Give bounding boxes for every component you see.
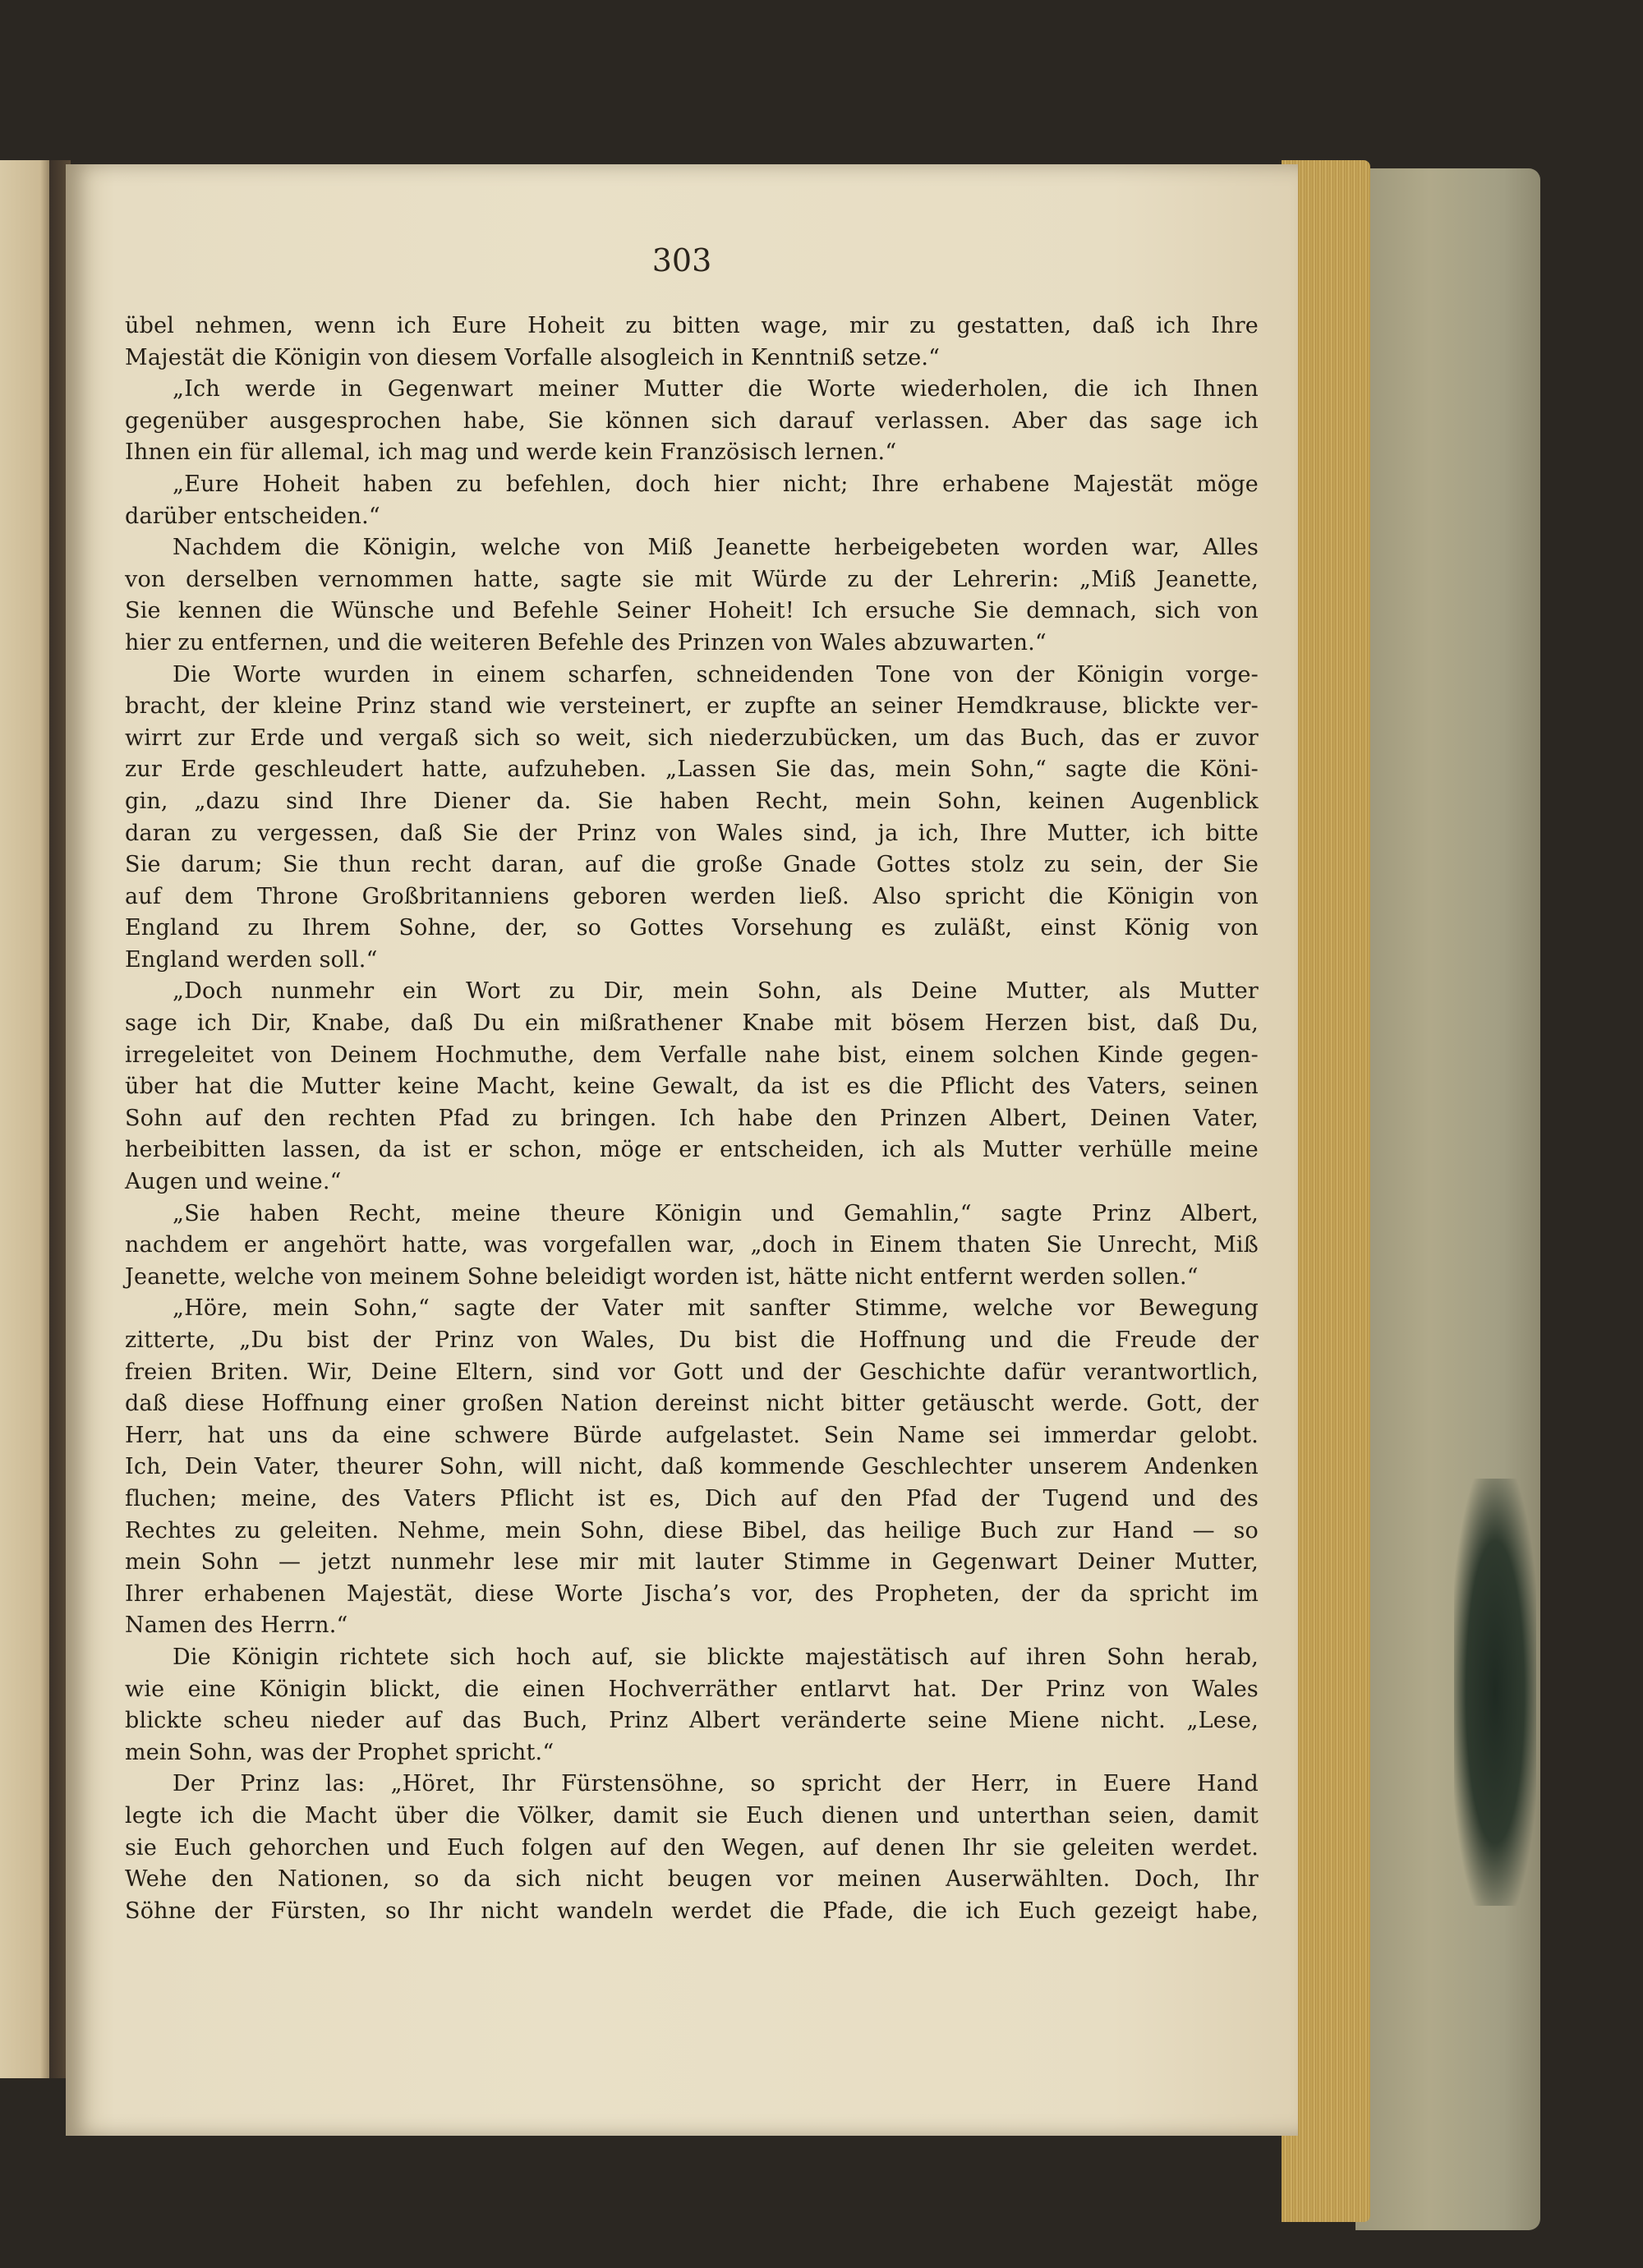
text-line: zur Erde geschleudert hatte, aufzuheben. „Lassen Sie das, mein Sohn,“ sagte die Köni- [125,757,1259,783]
text-line: sage ich Dir, Knabe, daß Du ein mißrathener Knabe mit bösem Herzen bist, daß Du, [125,1010,1259,1037]
text-line: England werden soll.“ [125,946,378,973]
text-line: gegenüber ausgesprochen habe, Sie können sich darauf verlassen. Aber das sage ich [125,407,1259,434]
book-cover [1355,168,1540,2230]
text-line: Sohn auf den rechten Pfad zu bringen. Ich habe den Prinzen Albert, Deinen Vater, [125,1105,1259,1131]
text-line: Rechtes zu geleiten. Nehme, mein Sohn, diese Bibel, das heilige Buch zur Hand — so [125,1517,1259,1543]
text-line: blickte scheu nieder auf das Buch, Prinz Albert veränderte seine Miene nicht. „Lese, [125,1708,1259,1734]
page-number: 303 [651,242,712,278]
text-line: Herr, hat uns da eine schwere Bürde aufgelastet. Sein Name sei immerdar gelobt. [125,1422,1259,1448]
text-line: sie Euch gehorchen und Euch folgen auf den Wegen, auf denen Ihr sie geleiten werdet. [125,1834,1259,1861]
text-line: gin, „dazu sind Ihre Diener da. Sie haben Recht, mein Sohn, keinen Augenblick [125,788,1259,814]
cover-stain [1454,1479,1536,1906]
text-line: Ihrer erhabenen Majestät, diese Worte Jischa’s vor, des Propheten, der da spricht im [125,1580,1259,1607]
text-line: zitterte, „Du bist der Prinz von Wales, Du bist die Hoffnung und die Freude der [125,1327,1259,1353]
text-line: Ihnen ein für allemal, ich mag und werde kein Französisch lernen.“ [125,439,897,466]
text-line: mein Sohn, was der Prophet spricht.“ [125,1739,555,1765]
text-line: „Höre, mein Sohn,“ sagte der Vater mit sanfter Stimme, welche vor Bewegung [173,1295,1259,1322]
text-line: „Sie haben Recht, meine theure Königin und Gemahlin,“ sagte Prinz Albert, [173,1200,1259,1226]
page-text [125,311,1259,1927]
text-line: wie eine Königin blickt, die einen Hochverräther entlarvt hat. Der Prinz von Wales [125,1676,1259,1702]
text-line: daß diese Hoffnung einer großen Nation dereinst nicht bitter getäuscht werde. Gott, der [125,1391,1259,1417]
text-line: fluchen; meine, des Vaters Pflicht ist es, Dich auf den Pfad der Tugend und des [125,1485,1259,1511]
book-page [66,164,1298,2136]
text-line: Majestät die Königin von diesem Vorfalle alsogleich in Kenntniß setze.“ [125,344,941,370]
text-line: freien Briten. Wir, Deine Eltern, sind vor Gott und der Geschichte dafür verantwortlich, [125,1359,1259,1385]
text-line: hier zu entfernen, und die weiteren Befehle des Prinzen von Wales abzuwarten.“ [125,629,1047,656]
text-line: herbeibitten lassen, da ist er schon, möge er entscheiden, ich als Mutter verhülle meine [125,1137,1259,1163]
text-line: Wehe den Nationen, so da sich nicht beugen vor meinen Auserwählten. Doch, Ihr [125,1866,1259,1893]
text-line: England zu Ihrem Sohne, der, so Gottes Vorsehung es zuläßt, einst König von [125,915,1259,941]
text-line: von derselben vernommen hatte, sagte sie mit Würde zu der Lehrerin: „Miß Jeanette, [125,566,1259,592]
text-line: Namen des Herrn.“ [125,1612,348,1639]
text-line: wirrt zur Erde und vergaß sich so weit, sich niederzubücken, um das Buch, das er zuvor [125,725,1259,751]
text-line: bracht, der kleine Prinz stand wie versteinert, er zupfte an seiner Hemdkrause, blickte ver- [125,693,1259,720]
text-line: Augen und weine.“ [125,1169,342,1195]
text-line: Söhne der Fürsten, so Ihr nicht wandeln werdet die Pfade, die ich Euch gezeigt habe, [125,1898,1259,1924]
text-line: legte ich die Macht über die Völker, damit sie Euch dienen und unterthan seien, damit [125,1802,1259,1829]
text-line: übel nehmen, wenn ich Eure Hoheit zu bitten wage, mir zu gestatten, daß ich Ihre [125,313,1259,338]
text-line: „Eure Hoheit haben zu befehlen, doch hier nicht; Ihre erhabene Majestät möge [173,471,1259,497]
text-line: nachdem er angehört hatte, was vorgefallen war, „doch in Einem thaten Sie Unrecht, Miß [125,1232,1259,1258]
text-line: Sie kennen die Wünsche und Befehle Seiner Hoheit! Ich ersuche Sie demnach, sich von [125,598,1259,624]
text-line: Nachdem die Königin, welche von Miß Jeanette herbeigebeten worden war, Alles [173,535,1259,561]
text-line: „Ich werde in Gegenwart meiner Mutter die Worte wiederholen, die ich Ihnen [173,376,1259,403]
text-line: auf dem Throne Großbritanniens geboren werden ließ. Also spricht die Königin von [125,883,1259,909]
text-line: irregeleitet von Deinem Hochmuthe, dem Verfalle nahe bist, einem solchen Kinde gegen- [125,1042,1259,1068]
text-line: Sie darum; Sie thun recht daran, auf die große Gnade Gottes stolz zu sein, der Sie [125,852,1259,878]
text-line: mein Sohn — jetzt nunmehr lese mir mit lauter Stimme in Gegenwart Deiner Mutter, [125,1549,1259,1576]
text-line: Ich, Dein Vater, theurer Sohn, will nicht, daß kommende Geschlechter unserem Andenken [125,1454,1259,1480]
text-line: Die Königin richtete sich hoch auf, sie blickte majestätisch auf ihren Sohn herab, [173,1644,1259,1670]
text-line: Der Prinz las: „Höret, Ihr Fürstensöhne, so spricht der Herr, in Euere Hand [173,1771,1259,1797]
text-line: daran zu vergessen, daß Sie der Prinz von Wales sind, ja ich, Ihre Mutter, ich bitte [125,820,1259,846]
text-line: „Doch nunmehr ein Wort zu Dir, mein Sohn, als Deine Mutter, als Mutter [173,978,1259,1005]
text-line: darüber entscheiden.“ [125,503,380,529]
text-line: über hat die Mutter keine Macht, keine Gewalt, da ist es die Pflicht des Vaters, seinen [125,1074,1259,1100]
text-line: Jeanette, welche von meinem Sohne beleidigt worden ist, hätte nicht entfernt werden sollen.“ [125,1263,1199,1290]
text-line: Die Worte wurden in einem scharfen, schneidenden Tone von der Königin vorge- [173,661,1259,688]
